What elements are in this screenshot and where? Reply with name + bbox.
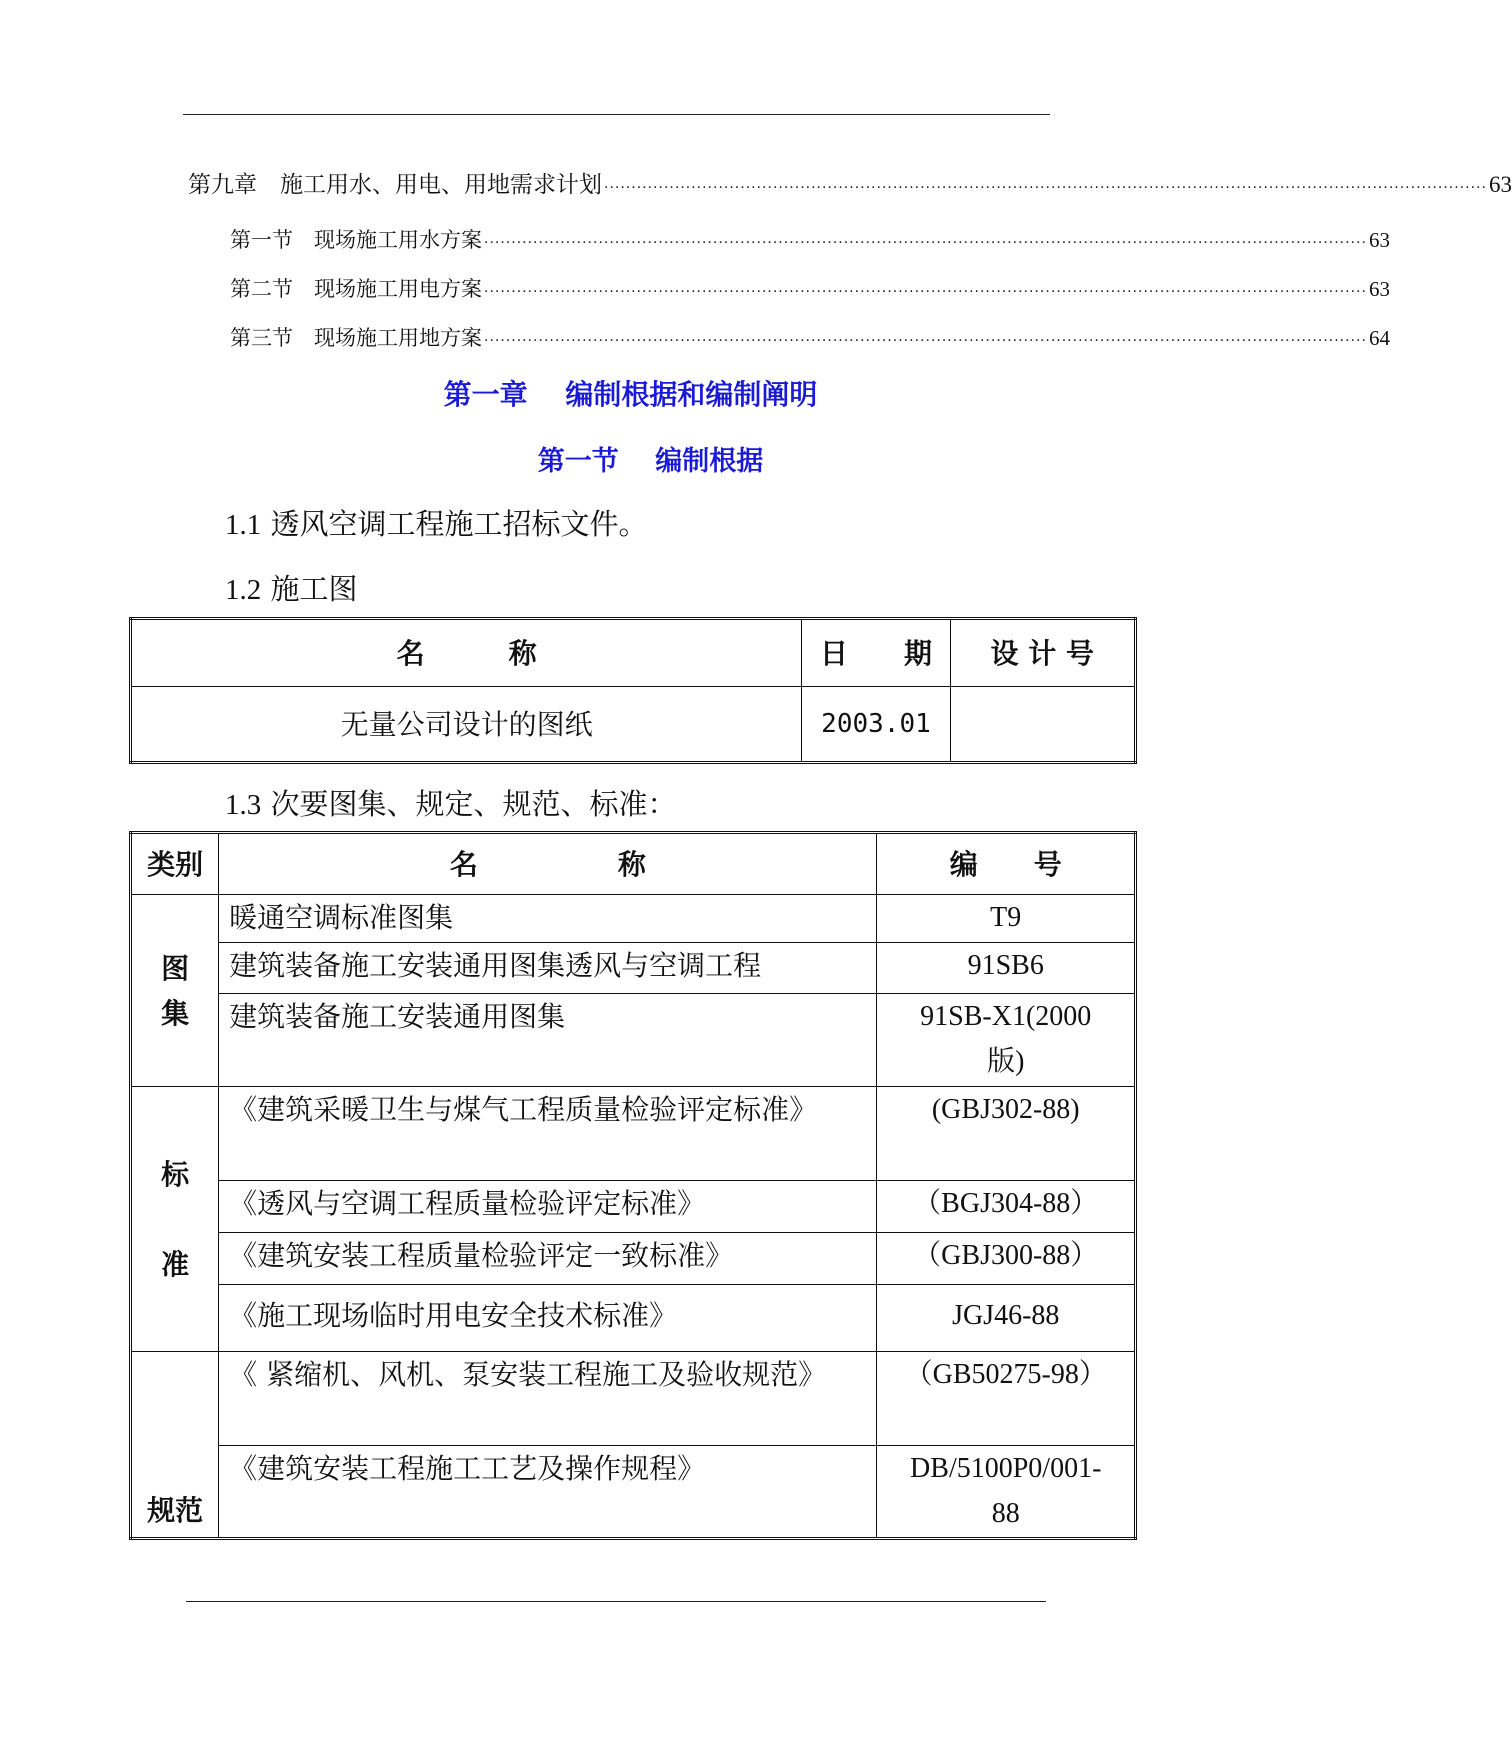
toc-entry-section-1[interactable] — [230, 224, 1390, 254]
toc-entry-label: 第一节 现场施工用水方案 — [230, 228, 482, 252]
item-1-3 — [225, 782, 676, 823]
toc-leader-dots: ·································································································································································· — [484, 235, 1367, 251]
toc-leader-dots: ·································································································································································· — [484, 333, 1367, 349]
item-number: 1.2 — [225, 574, 262, 606]
toc-entry-label: 第二节 现场施工用电方案 — [230, 277, 482, 301]
standards-table — [129, 831, 1137, 1540]
standard-code: DB/5100P0/001-88 — [877, 1446, 1136, 1539]
standard-name: 《透风与空调工程质量检验评定标准》 — [219, 1181, 877, 1233]
standard-code: 91SB6 — [877, 943, 1136, 994]
category-standards: 标 准 — [131, 1087, 219, 1352]
drawings-table — [129, 617, 1137, 764]
standards-header-name: 名 称 — [219, 833, 877, 895]
item-text: 施工图 — [261, 572, 358, 606]
standards-header-code: 编 号 — [877, 833, 1136, 895]
drawings-header-name: 名 称 — [131, 619, 802, 687]
drawings-cell-name: 无量公司设计的图纸 — [131, 687, 802, 763]
footer-rule — [186, 1601, 1046, 1602]
item-1-1 — [225, 502, 647, 543]
toc-page-number: 63 — [1368, 228, 1390, 252]
item-number: 1.3 — [225, 789, 262, 821]
toc-entry-label: 第三节 现场施工用地方案 — [230, 326, 482, 350]
toc-leader-dots: ·································································································································································· — [484, 284, 1367, 300]
standard-name: 建筑装备施工安装通用图集 — [219, 994, 877, 1087]
standard-name: 《建筑安装工程质量检验评定一致标准》 — [219, 1233, 877, 1285]
drawings-header-date: 日 期 — [802, 619, 950, 687]
standard-code: 91SB-X1(2000版) — [877, 994, 1136, 1087]
toc-entry-section-2[interactable] — [230, 273, 1390, 303]
standard-name: 《施工现场临时用电安全技术标准》 — [219, 1285, 877, 1352]
toc-page-number: 63 — [1488, 172, 1512, 197]
toc-leader-dots: ·································································································································································· — [604, 180, 1487, 196]
toc-entry-label: 第九章 施工用水、用电、用地需求计划 — [188, 172, 602, 198]
item-number: 1.1 — [225, 509, 262, 541]
toc-entry-chapter-9[interactable] — [188, 166, 1512, 199]
header-rule — [183, 114, 1050, 115]
standard-name: 《建筑安装工程施工工艺及操作规程》 — [219, 1446, 877, 1539]
standard-code: （GB50275-98） — [877, 1352, 1136, 1446]
toc-page-number: 64 — [1368, 326, 1390, 350]
standard-name: 《建筑采暖卫生与煤气工程质量检验评定标准》 — [219, 1087, 877, 1181]
item-text: 次要图集、规定、规范、标准： — [261, 787, 677, 821]
item-1-2 — [225, 567, 357, 608]
toc-entry-section-3[interactable] — [230, 322, 1390, 352]
standard-name: 暖通空调标准图集 — [219, 895, 877, 943]
standard-code: （BGJ304-88） — [877, 1181, 1136, 1233]
standard-code: (GBJ302-88) — [877, 1087, 1136, 1181]
category-atlas: 图 集 — [131, 895, 219, 1087]
drawings-cell-date: 2003.01 — [802, 687, 950, 763]
standard-code: JGJ46-88 — [877, 1285, 1136, 1352]
standard-code: （GBJ300-88） — [877, 1233, 1136, 1285]
toc-page-number: 63 — [1368, 277, 1390, 301]
drawings-cell-design-no — [950, 687, 1135, 763]
standards-header-category: 类别 — [131, 833, 219, 895]
standard-name: 建筑装备施工安装通用图集透风与空调工程 — [219, 943, 877, 994]
standard-name: 《 紧缩机、风机、泵安装工程施工及验收规范》 — [219, 1352, 877, 1446]
drawings-header-design-no: 设 计 号 — [950, 619, 1135, 687]
section-heading: 第一节 编制根据 — [537, 446, 764, 477]
chapter-heading: 第一章 编制根据和编制阐明 — [443, 378, 818, 411]
item-text: 透风空调工程施工招标文件。 — [261, 507, 648, 541]
standard-code: T9 — [877, 895, 1136, 943]
category-specifications: 规范 — [131, 1352, 219, 1539]
